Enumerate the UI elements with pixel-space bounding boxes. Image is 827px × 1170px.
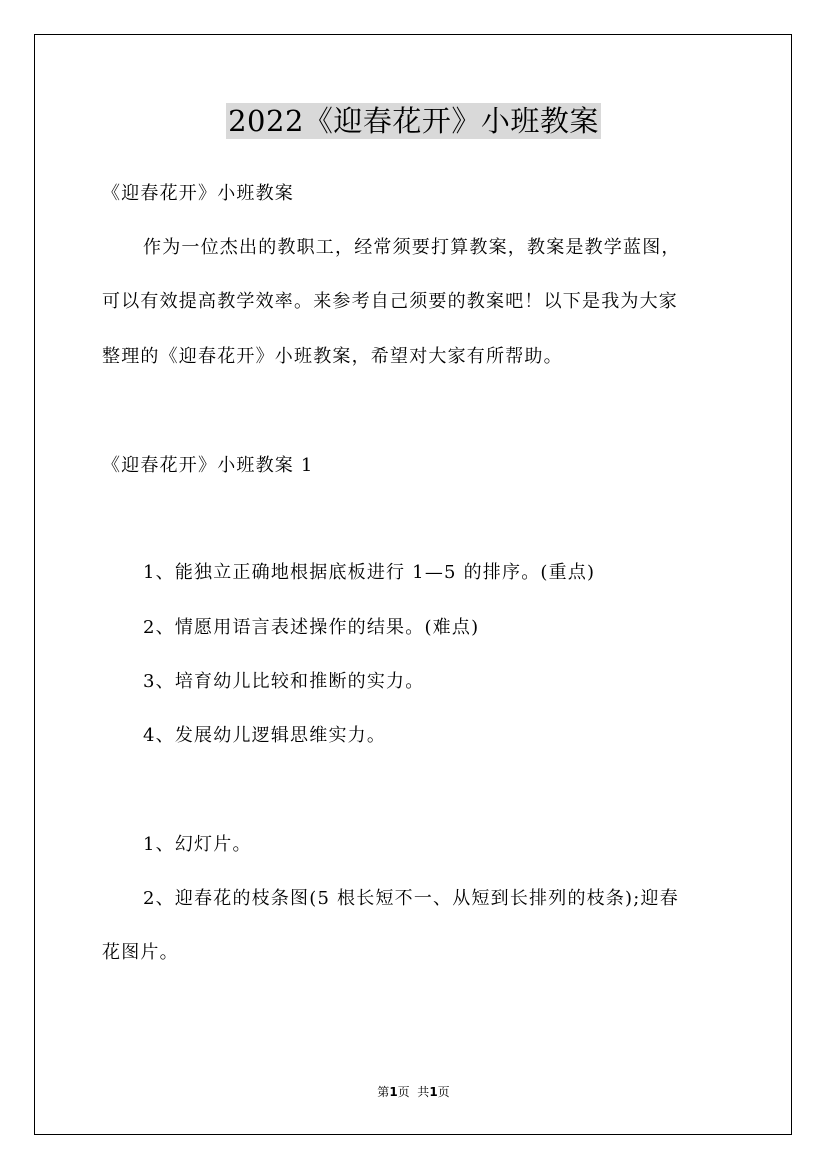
title-container bbox=[0, 103, 827, 139]
document-subtitle: 《迎春花开》小班教案 bbox=[102, 183, 294, 204]
goal-item-1: 1、能独立正确地根据底板进行 1—5 的排序。(重点) bbox=[143, 562, 596, 583]
material-item-2-line-2: 花图片。 bbox=[102, 942, 179, 963]
footer-mid: 页 共 bbox=[397, 1085, 430, 1099]
document-title: 2022《迎春花开》小班教案 bbox=[228, 104, 599, 138]
intro-paragraph-line-3: 整理的《迎春花开》小班教案，希望对大家有所帮助。 bbox=[102, 346, 563, 367]
material-item-1: 1、幻灯片。 bbox=[143, 834, 252, 855]
intro-paragraph-line-2: 可以有效提高教学效率。来参考自己须要的教案吧！以下是我为大家 bbox=[102, 291, 678, 312]
section-heading: 《迎春花开》小班教案 1 bbox=[102, 455, 314, 476]
goal-item-4: 4、发展幼儿逻辑思维实力。 bbox=[143, 725, 387, 746]
footer-suffix: 页 bbox=[437, 1085, 450, 1099]
footer-total-pages: 1 bbox=[429, 1085, 438, 1099]
goal-item-2: 2、情愿用语言表述操作的结果。(难点) bbox=[143, 617, 480, 638]
intro-paragraph-line-1: 作为一位杰出的教职工，经常须要打算教案，教案是教学蓝图， bbox=[143, 237, 681, 258]
material-item-2-line-1: 2、迎春花的枝条图(5 根长短不一、从短到长排列的枝条);迎春 bbox=[143, 888, 679, 909]
footer-prefix: 第 bbox=[377, 1085, 390, 1099]
footer-page-number: 1 bbox=[389, 1085, 398, 1099]
goal-item-3: 3、培育幼儿比较和推断的实力。 bbox=[143, 671, 425, 692]
page-footer bbox=[0, 1084, 827, 1100]
